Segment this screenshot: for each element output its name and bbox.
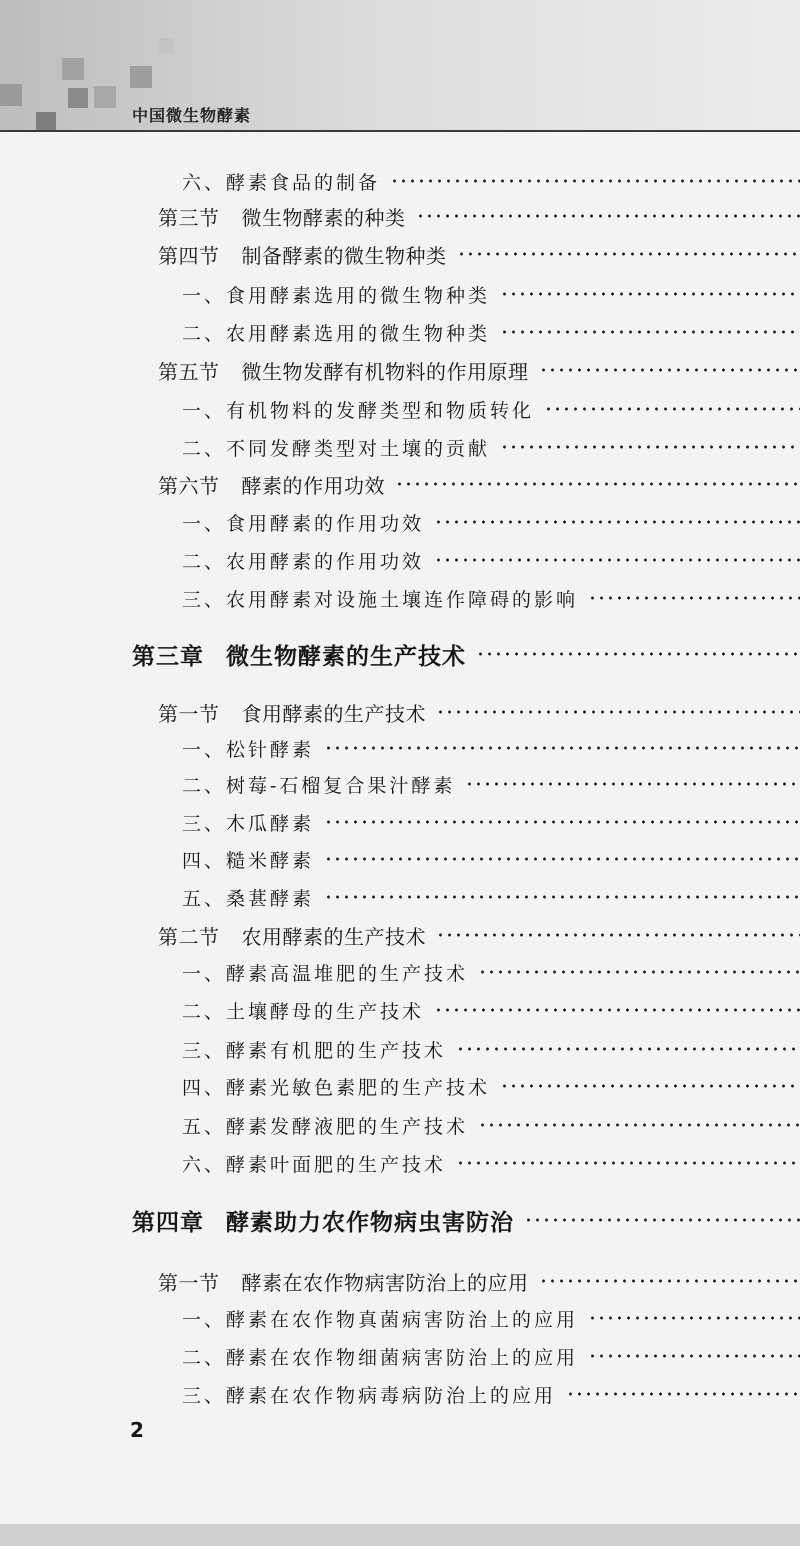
toc-item-label: 五、桑葚酵素 xyxy=(182,887,315,910)
dot-leader xyxy=(539,368,800,372)
dot-leader xyxy=(566,1392,800,1396)
running-header-title: 中国微生物酵素 xyxy=(132,106,252,125)
dot-leader xyxy=(500,292,800,296)
header-decoration xyxy=(0,0,800,150)
section-number: 第四节 xyxy=(158,243,220,268)
section-title: 酵素的作用功效 xyxy=(241,473,385,498)
section-title: 酵素在农作物病害防治上的应用 xyxy=(241,1270,529,1295)
toc-item-label: 二、酵素在农作物细菌病害防治上的应用 xyxy=(182,1346,579,1369)
dot-leader xyxy=(588,1316,800,1320)
toc-item-label: 二、土壤酵母的生产技术 xyxy=(182,1000,425,1023)
toc-item[interactable] xyxy=(0,1108,800,1142)
toc-item[interactable] xyxy=(0,430,800,464)
dot-leader xyxy=(324,895,800,899)
toc-item[interactable] xyxy=(0,543,800,577)
toc-item-label: 一、酵素在农作物真菌病害防治上的应用 xyxy=(182,1308,579,1331)
dot-leader xyxy=(524,1218,800,1222)
toc-chapter[interactable] xyxy=(0,637,800,671)
toc-item[interactable] xyxy=(0,1339,800,1373)
toc-item[interactable] xyxy=(0,315,800,349)
section-number: 第三节 xyxy=(158,205,220,230)
toc-item[interactable] xyxy=(0,164,800,198)
dot-leader xyxy=(500,1084,800,1088)
toc-item-label: 二、农用酵素的作用功效 xyxy=(182,550,425,573)
toc-section[interactable] xyxy=(0,467,800,501)
toc-heading-label xyxy=(132,638,466,671)
section-title: 制备酵素的微生物种类 xyxy=(241,243,447,268)
page-number: 2 xyxy=(130,1418,144,1442)
toc-heading-label xyxy=(158,240,447,269)
dot-leader xyxy=(436,710,800,714)
dot-leader xyxy=(544,407,800,411)
toc-heading-label xyxy=(132,1204,514,1237)
toc-section[interactable] xyxy=(0,237,800,271)
toc-item-label: 一、酵素高温堆肥的生产技术 xyxy=(182,962,469,985)
toc-item-label: 二、树莓-石榴复合果汁酵素 xyxy=(182,774,456,797)
toc-heading-label xyxy=(158,698,426,727)
section-title: 微生物酵素的种类 xyxy=(241,205,406,230)
toc-item[interactable] xyxy=(0,805,800,839)
toc-item-label: 四、酵素光敏色素肥的生产技术 xyxy=(182,1076,491,1099)
toc-item[interactable] xyxy=(0,581,800,615)
toc-heading-label xyxy=(158,1267,529,1296)
toc-chapter[interactable] xyxy=(0,1203,800,1237)
toc-item-label: 一、食用酵素选用的微生物种类 xyxy=(182,284,491,307)
dot-leader xyxy=(465,782,800,786)
toc-item-label: 三、农用酵素对设施土壤连作障碍的影响 xyxy=(182,588,579,611)
dot-leader xyxy=(416,214,800,218)
dot-leader xyxy=(390,179,800,183)
dot-leader xyxy=(436,933,800,937)
section-title: 农用酵素的生产技术 xyxy=(241,924,426,949)
toc-item-label: 一、食用酵素的作用功效 xyxy=(182,512,425,535)
section-title: 食用酵素的生产技术 xyxy=(241,701,426,726)
toc-item[interactable] xyxy=(0,1377,800,1411)
toc-heading-label xyxy=(158,921,426,950)
toc-section[interactable] xyxy=(0,695,800,729)
toc-item[interactable] xyxy=(0,1069,800,1103)
toc-item-label: 三、木瓜酵素 xyxy=(182,812,315,835)
dot-leader xyxy=(500,330,800,334)
toc-section[interactable] xyxy=(0,199,800,233)
section-number: 第一节 xyxy=(158,1270,220,1295)
toc-item[interactable] xyxy=(0,731,800,765)
dot-leader xyxy=(588,1354,800,1358)
dot-leader xyxy=(395,482,800,486)
toc-item-label: 六、酵素食品的制备 xyxy=(182,171,381,194)
toc-item[interactable] xyxy=(0,1032,800,1066)
dot-leader xyxy=(434,558,800,562)
dot-leader xyxy=(539,1279,800,1283)
toc-item[interactable] xyxy=(0,993,800,1027)
toc-section[interactable] xyxy=(0,1264,800,1298)
dot-leader xyxy=(588,596,800,600)
toc-item-label: 四、糙米酵素 xyxy=(182,849,315,872)
dot-leader xyxy=(500,445,800,449)
toc-item[interactable] xyxy=(0,1301,800,1335)
toc-item-label: 三、酵素在农作物病毒病防治上的应用 xyxy=(182,1384,557,1407)
toc-item[interactable] xyxy=(0,392,800,426)
chapter-number: 第四章 xyxy=(132,1209,204,1236)
toc-item-label: 六、酵素叶面肥的生产技术 xyxy=(182,1153,447,1176)
dot-leader xyxy=(434,520,800,524)
toc-item-label: 二、不同发酵类型对土壤的贡献 xyxy=(182,437,491,460)
dot-leader xyxy=(456,1047,800,1051)
toc-item-label: 五、酵素发酵液肥的生产技术 xyxy=(182,1115,469,1138)
dot-leader xyxy=(324,746,800,750)
chapter-number: 第三章 xyxy=(132,643,204,670)
toc-item-label: 一、松针酵素 xyxy=(182,738,315,761)
section-title: 微生物发酵有机物料的作用原理 xyxy=(241,359,529,384)
section-number: 第一节 xyxy=(158,701,220,726)
toc-item[interactable] xyxy=(0,277,800,311)
toc-section[interactable] xyxy=(0,353,800,387)
chapter-title: 酵素助力农作物病虫害防治 xyxy=(226,1209,514,1236)
toc-item[interactable] xyxy=(0,767,800,801)
dot-leader xyxy=(456,1161,800,1165)
dot-leader xyxy=(478,1123,800,1127)
toc-item[interactable] xyxy=(0,505,800,539)
section-number: 第五节 xyxy=(158,359,220,384)
bottom-band xyxy=(0,1524,800,1546)
dot-leader xyxy=(324,857,800,861)
toc-heading-label xyxy=(158,356,529,385)
section-number: 第二节 xyxy=(158,924,220,949)
dot-leader xyxy=(434,1008,800,1012)
toc-heading-label xyxy=(158,202,406,231)
dot-leader xyxy=(478,970,800,974)
toc-item[interactable] xyxy=(0,880,800,914)
toc-item-label: 三、酵素有机肥的生产技术 xyxy=(182,1039,447,1062)
toc-item[interactable] xyxy=(0,1146,800,1180)
toc-item-label: 二、农用酵素选用的微生物种类 xyxy=(182,322,491,345)
toc-section[interactable] xyxy=(0,918,800,952)
dot-leader xyxy=(457,252,800,256)
toc-item-label: 一、有机物料的发酵类型和物质转化 xyxy=(182,399,535,422)
toc-item[interactable] xyxy=(0,842,800,876)
dot-leader xyxy=(476,652,800,656)
toc-heading-label xyxy=(158,470,385,499)
section-number: 第六节 xyxy=(158,473,220,498)
toc-item[interactable] xyxy=(0,955,800,989)
chapter-title: 微生物酵素的生产技术 xyxy=(226,643,466,670)
header-rule xyxy=(0,130,800,132)
dot-leader xyxy=(324,820,800,824)
